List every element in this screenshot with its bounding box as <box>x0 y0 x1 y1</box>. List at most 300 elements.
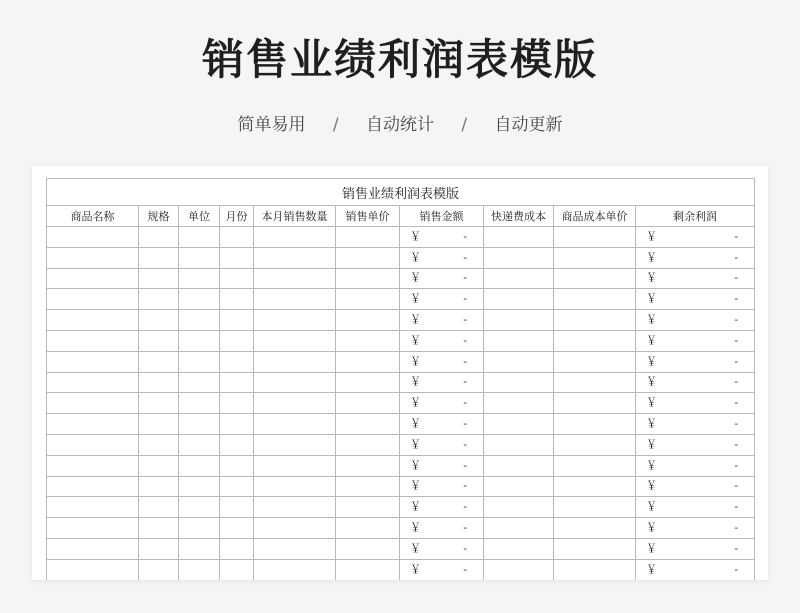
currency-symbol: ￥ <box>410 292 421 306</box>
table-cell[interactable] <box>139 372 179 393</box>
empty-value: - <box>734 437 739 451</box>
table-cell[interactable] <box>139 497 179 518</box>
table-cell[interactable] <box>484 268 554 289</box>
table-cell[interactable] <box>636 330 755 351</box>
table-cell[interactable] <box>220 268 254 289</box>
table-cell[interactable] <box>220 289 254 310</box>
table-cell[interactable] <box>484 310 554 331</box>
table-cell[interactable] <box>484 497 554 518</box>
currency-symbol: ￥ <box>410 521 421 535</box>
table-cell[interactable] <box>179 289 220 310</box>
empty-value: - <box>463 521 467 535</box>
empty-value: - <box>463 292 467 306</box>
currency-symbol: ￥ <box>646 375 657 389</box>
currency-value <box>636 332 754 350</box>
table-cell[interactable] <box>139 414 179 435</box>
table-cell[interactable] <box>484 455 554 476</box>
table-cell[interactable] <box>179 372 220 393</box>
currency-symbol: ￥ <box>646 437 657 451</box>
currency-value <box>400 498 483 516</box>
table-row <box>47 434 755 455</box>
currency-symbol: ￥ <box>410 417 421 431</box>
spreadsheet-preview <box>32 166 768 580</box>
empty-value: - <box>734 250 739 264</box>
table-cell[interactable] <box>254 393 336 414</box>
empty-value: - <box>734 562 739 576</box>
table-row <box>47 538 755 559</box>
table-cell[interactable] <box>139 268 179 289</box>
table-cell[interactable] <box>554 393 636 414</box>
table-row <box>47 518 755 539</box>
table-row <box>47 289 755 310</box>
column-header-product-cost[interactable]: 商品成本单价 <box>554 206 636 227</box>
table-cell[interactable] <box>336 227 400 248</box>
table-cell[interactable] <box>220 434 254 455</box>
currency-value <box>636 290 754 308</box>
table-cell[interactable] <box>636 310 755 331</box>
table-cell[interactable] <box>139 559 179 580</box>
table-cell[interactable] <box>220 518 254 539</box>
subtitle-separator: / <box>332 115 339 135</box>
empty-value: - <box>463 229 467 243</box>
currency-value <box>636 519 754 537</box>
table-cell[interactable] <box>47 227 139 248</box>
currency-symbol: ￥ <box>646 313 657 327</box>
table-cell[interactable] <box>400 372 484 393</box>
empty-value: - <box>734 271 739 285</box>
table-cell[interactable] <box>179 330 220 351</box>
table-cell[interactable] <box>484 247 554 268</box>
table-cell[interactable] <box>336 476 400 497</box>
table-row <box>47 330 755 351</box>
table-cell[interactable] <box>400 247 484 268</box>
currency-value <box>636 540 754 558</box>
table-cell[interactable] <box>336 559 400 580</box>
column-header-unit-price[interactable]: 销售单价 <box>336 206 400 227</box>
table-cell[interactable] <box>47 518 139 539</box>
table-cell[interactable] <box>636 476 755 497</box>
table-cell[interactable] <box>484 330 554 351</box>
table-cell[interactable] <box>336 372 400 393</box>
table-cell[interactable] <box>400 476 484 497</box>
table-cell[interactable] <box>47 351 139 372</box>
table-cell[interactable] <box>636 518 755 539</box>
table-row <box>47 455 755 476</box>
table-cell[interactable] <box>636 289 755 310</box>
table-cell[interactable] <box>139 518 179 539</box>
table-cell[interactable] <box>336 497 400 518</box>
table-cell[interactable] <box>254 559 336 580</box>
table-row <box>47 393 755 414</box>
table-cell[interactable] <box>47 414 139 435</box>
table-cell[interactable] <box>179 351 220 372</box>
currency-symbol: ￥ <box>646 458 657 472</box>
table-cell[interactable] <box>484 518 554 539</box>
table-cell[interactable] <box>554 497 636 518</box>
currency-value <box>636 353 754 371</box>
column-header-remaining-profit[interactable]: 剩余利润 <box>636 206 755 227</box>
table-cell[interactable] <box>254 289 336 310</box>
table-cell[interactable] <box>220 310 254 331</box>
empty-value: - <box>463 250 467 264</box>
subtitle-separator: / <box>461 115 468 135</box>
table-cell[interactable] <box>636 414 755 435</box>
table-cell[interactable] <box>484 372 554 393</box>
table-cell[interactable] <box>179 538 220 559</box>
empty-value: - <box>734 292 739 306</box>
table-cell[interactable] <box>636 434 755 455</box>
table-cell[interactable] <box>139 330 179 351</box>
empty-value: - <box>463 396 467 410</box>
currency-symbol: ￥ <box>646 250 657 264</box>
table-cell[interactable] <box>139 434 179 455</box>
empty-value: - <box>734 313 739 327</box>
table-cell[interactable] <box>636 227 755 248</box>
column-header-month[interactable]: 月份 <box>220 206 254 227</box>
table-cell[interactable] <box>179 518 220 539</box>
currency-value <box>400 269 483 287</box>
column-header-sales-amount[interactable]: 销售金额 <box>400 206 484 227</box>
table-cell[interactable] <box>554 518 636 539</box>
table-cell[interactable] <box>484 227 554 248</box>
currency-value <box>636 249 754 267</box>
table-cell[interactable] <box>484 351 554 372</box>
table-cell[interactable] <box>220 414 254 435</box>
table-title[interactable]: 销售业绩利润表模版 <box>47 179 755 206</box>
table-cell[interactable] <box>220 455 254 476</box>
table-cell[interactable] <box>254 538 336 559</box>
currency-symbol: ￥ <box>646 292 657 306</box>
currency-value <box>636 269 754 287</box>
table-cell[interactable] <box>636 455 755 476</box>
table-cell[interactable] <box>220 351 254 372</box>
currency-symbol: ￥ <box>646 354 657 368</box>
currency-symbol: ￥ <box>646 541 657 555</box>
column-header-shipping-cost[interactable]: 快递费成本 <box>484 206 554 227</box>
table-cell[interactable] <box>47 393 139 414</box>
table-cell[interactable] <box>400 414 484 435</box>
empty-value: - <box>463 417 467 431</box>
currency-symbol: ￥ <box>410 437 421 451</box>
table-cell[interactable] <box>139 476 179 497</box>
table-cell[interactable] <box>47 434 139 455</box>
currency-symbol: ￥ <box>646 333 657 347</box>
currency-symbol: ￥ <box>410 229 421 243</box>
table-cell[interactable] <box>336 268 400 289</box>
table-cell[interactable] <box>47 455 139 476</box>
table-row <box>47 559 755 580</box>
table-cell[interactable] <box>47 268 139 289</box>
table-cell[interactable] <box>220 330 254 351</box>
table-row <box>47 247 755 268</box>
table-cell[interactable] <box>484 393 554 414</box>
table-cell[interactable] <box>220 476 254 497</box>
currency-symbol: ￥ <box>410 375 421 389</box>
currency-symbol: ￥ <box>646 417 657 431</box>
table-row <box>47 310 755 331</box>
table-cell[interactable] <box>484 434 554 455</box>
table-cell[interactable] <box>636 247 755 268</box>
table-cell[interactable] <box>336 351 400 372</box>
empty-value: - <box>734 354 739 368</box>
currency-symbol: ￥ <box>646 396 657 410</box>
table-cell[interactable] <box>254 310 336 331</box>
currency-value <box>636 477 754 495</box>
table-cell[interactable] <box>336 289 400 310</box>
table-cell[interactable] <box>47 559 139 580</box>
empty-value: - <box>734 500 739 514</box>
table-cell[interactable] <box>254 330 336 351</box>
table-cell[interactable] <box>47 310 139 331</box>
table-cell[interactable] <box>554 310 636 331</box>
table-cell[interactable] <box>47 247 139 268</box>
table-row <box>47 476 755 497</box>
table-cell[interactable] <box>179 476 220 497</box>
table-cell[interactable] <box>179 455 220 476</box>
profit-table <box>46 178 755 580</box>
table-cell[interactable] <box>636 538 755 559</box>
table-cell[interactable] <box>636 268 755 289</box>
table-cell[interactable] <box>400 559 484 580</box>
table-cell[interactable] <box>554 372 636 393</box>
currency-value <box>400 519 483 537</box>
currency-value <box>400 477 483 495</box>
table-cell[interactable] <box>400 455 484 476</box>
table-cell[interactable] <box>484 559 554 580</box>
table-cell[interactable] <box>179 497 220 518</box>
table-cell[interactable] <box>220 372 254 393</box>
table-cell[interactable] <box>220 559 254 580</box>
table-cell[interactable] <box>636 497 755 518</box>
currency-symbol: ￥ <box>410 354 421 368</box>
currency-symbol: ￥ <box>646 271 657 285</box>
currency-value <box>400 540 483 558</box>
table-cell[interactable] <box>179 310 220 331</box>
currency-value <box>400 457 483 475</box>
table-cell[interactable] <box>220 247 254 268</box>
table-cell[interactable] <box>400 289 484 310</box>
table-cell[interactable] <box>47 330 139 351</box>
table-cell[interactable] <box>400 497 484 518</box>
table-row <box>47 372 755 393</box>
table-cell[interactable] <box>554 330 636 351</box>
table-cell[interactable] <box>220 538 254 559</box>
currency-symbol: ￥ <box>410 396 421 410</box>
table-cell[interactable] <box>139 393 179 414</box>
table-cell[interactable] <box>139 227 179 248</box>
table-cell[interactable] <box>179 393 220 414</box>
table-cell[interactable] <box>400 268 484 289</box>
table-cell[interactable] <box>139 455 179 476</box>
table-cell[interactable] <box>336 518 400 539</box>
table-cell[interactable] <box>47 372 139 393</box>
currency-value <box>636 373 754 391</box>
currency-symbol: ￥ <box>410 458 421 472</box>
subtitle-part-1: 简单易用 <box>237 115 306 135</box>
table-cell[interactable] <box>179 227 220 248</box>
currency-symbol: ￥ <box>646 562 657 576</box>
table-cell[interactable] <box>254 268 336 289</box>
currency-symbol: ￥ <box>410 541 421 555</box>
currency-value <box>400 249 483 267</box>
table-cell[interactable] <box>254 455 336 476</box>
table-cell[interactable] <box>220 393 254 414</box>
currency-value <box>636 436 754 454</box>
table-cell[interactable] <box>336 434 400 455</box>
table-cell[interactable] <box>179 268 220 289</box>
currency-value <box>636 415 754 433</box>
currency-value <box>400 332 483 350</box>
table-cell[interactable] <box>400 227 484 248</box>
table-cell[interactable] <box>254 518 336 539</box>
column-header-unit[interactable]: 单位 <box>179 206 220 227</box>
currency-value <box>400 415 483 433</box>
table-row <box>47 268 755 289</box>
currency-symbol: ￥ <box>646 500 657 514</box>
empty-value: - <box>734 375 739 389</box>
table-cell[interactable] <box>636 559 755 580</box>
currency-value <box>400 561 483 579</box>
column-header-spec[interactable]: 规格 <box>139 206 179 227</box>
currency-symbol: ￥ <box>410 500 421 514</box>
table-cell[interactable] <box>336 414 400 435</box>
currency-symbol: ￥ <box>410 333 421 347</box>
table-cell[interactable] <box>400 538 484 559</box>
table-cell[interactable] <box>139 247 179 268</box>
empty-value: - <box>734 396 739 410</box>
table-cell[interactable] <box>554 289 636 310</box>
column-header-monthly-quantity[interactable]: 本月销售数量 <box>254 206 336 227</box>
currency-symbol: ￥ <box>646 479 657 493</box>
table-cell[interactable] <box>254 476 336 497</box>
table-cell[interactable] <box>554 351 636 372</box>
currency-symbol: ￥ <box>410 562 421 576</box>
table-row <box>47 351 755 372</box>
table-cell[interactable] <box>336 538 400 559</box>
table-cell[interactable] <box>47 476 139 497</box>
table-cell[interactable] <box>179 247 220 268</box>
table-cell[interactable] <box>400 393 484 414</box>
column-header-product-name[interactable]: 商品名称 <box>47 206 139 227</box>
table-cell[interactable] <box>636 372 755 393</box>
table-cell[interactable] <box>254 227 336 248</box>
table-cell[interactable] <box>554 559 636 580</box>
currency-symbol: ￥ <box>410 313 421 327</box>
empty-value: - <box>463 375 467 389</box>
empty-value: - <box>463 333 467 347</box>
table-cell[interactable] <box>220 227 254 248</box>
table-cell[interactable] <box>484 538 554 559</box>
table-cell[interactable] <box>484 289 554 310</box>
table-cell[interactable] <box>254 351 336 372</box>
table-cell[interactable] <box>254 414 336 435</box>
table-cell[interactable] <box>554 247 636 268</box>
table-cell[interactable] <box>400 310 484 331</box>
table-cell[interactable] <box>254 434 336 455</box>
currency-symbol: ￥ <box>646 521 657 535</box>
table-cell[interactable] <box>336 455 400 476</box>
table-cell[interactable] <box>636 393 755 414</box>
table-cell[interactable] <box>254 247 336 268</box>
table-cell[interactable] <box>400 330 484 351</box>
currency-symbol: ￥ <box>410 250 421 264</box>
table-cell[interactable] <box>139 310 179 331</box>
currency-value <box>400 228 483 246</box>
empty-value: - <box>734 417 739 431</box>
table-cell[interactable] <box>47 497 139 518</box>
table-cell[interactable] <box>554 434 636 455</box>
table-title-row <box>47 179 755 206</box>
currency-value <box>636 498 754 516</box>
table-cell[interactable] <box>139 538 179 559</box>
currency-value <box>636 228 754 246</box>
table-cell[interactable] <box>400 351 484 372</box>
currency-value <box>636 457 754 475</box>
table-cell[interactable] <box>636 351 755 372</box>
currency-value <box>636 311 754 329</box>
table-row <box>47 227 755 248</box>
table-cell[interactable] <box>179 414 220 435</box>
table-cell[interactable] <box>47 538 139 559</box>
table-cell[interactable] <box>336 330 400 351</box>
empty-value: - <box>734 458 739 472</box>
table-cell[interactable] <box>139 351 179 372</box>
subtitle-part-2: 自动统计 <box>366 115 434 135</box>
table-cell[interactable] <box>179 434 220 455</box>
table-cell[interactable] <box>554 414 636 435</box>
table-cell[interactable] <box>179 559 220 580</box>
table-cell[interactable] <box>139 289 179 310</box>
currency-value <box>636 561 754 579</box>
table-cell[interactable] <box>336 247 400 268</box>
table-cell[interactable] <box>47 289 139 310</box>
empty-value: - <box>463 271 467 285</box>
currency-value <box>400 436 483 454</box>
table-cell[interactable] <box>554 268 636 289</box>
table-cell[interactable] <box>220 497 254 518</box>
empty-value: - <box>463 500 467 514</box>
empty-value: - <box>463 479 467 493</box>
empty-value: - <box>463 458 467 472</box>
table-cell[interactable] <box>400 434 484 455</box>
subtitle <box>0 112 800 138</box>
table-row <box>47 497 755 518</box>
empty-value: - <box>734 521 739 535</box>
currency-symbol: ￥ <box>410 479 421 493</box>
empty-value: - <box>734 541 739 555</box>
empty-value: - <box>463 541 467 555</box>
table-cell[interactable] <box>554 538 636 559</box>
table-cell[interactable] <box>336 310 400 331</box>
table-cell[interactable] <box>554 455 636 476</box>
table-cell[interactable] <box>554 476 636 497</box>
currency-value <box>400 290 483 308</box>
table-cell[interactable] <box>254 372 336 393</box>
table-cell[interactable] <box>484 414 554 435</box>
table-cell[interactable] <box>254 497 336 518</box>
currency-value <box>400 394 483 412</box>
currency-value <box>400 373 483 391</box>
table-cell[interactable] <box>554 227 636 248</box>
empty-value: - <box>734 479 739 493</box>
empty-value: - <box>463 437 467 451</box>
table-cell[interactable] <box>484 476 554 497</box>
currency-symbol: ￥ <box>410 271 421 285</box>
currency-value <box>400 311 483 329</box>
page-title: 销售业绩利润表模版 <box>201 35 598 84</box>
table-cell[interactable] <box>336 393 400 414</box>
table-cell[interactable] <box>400 518 484 539</box>
